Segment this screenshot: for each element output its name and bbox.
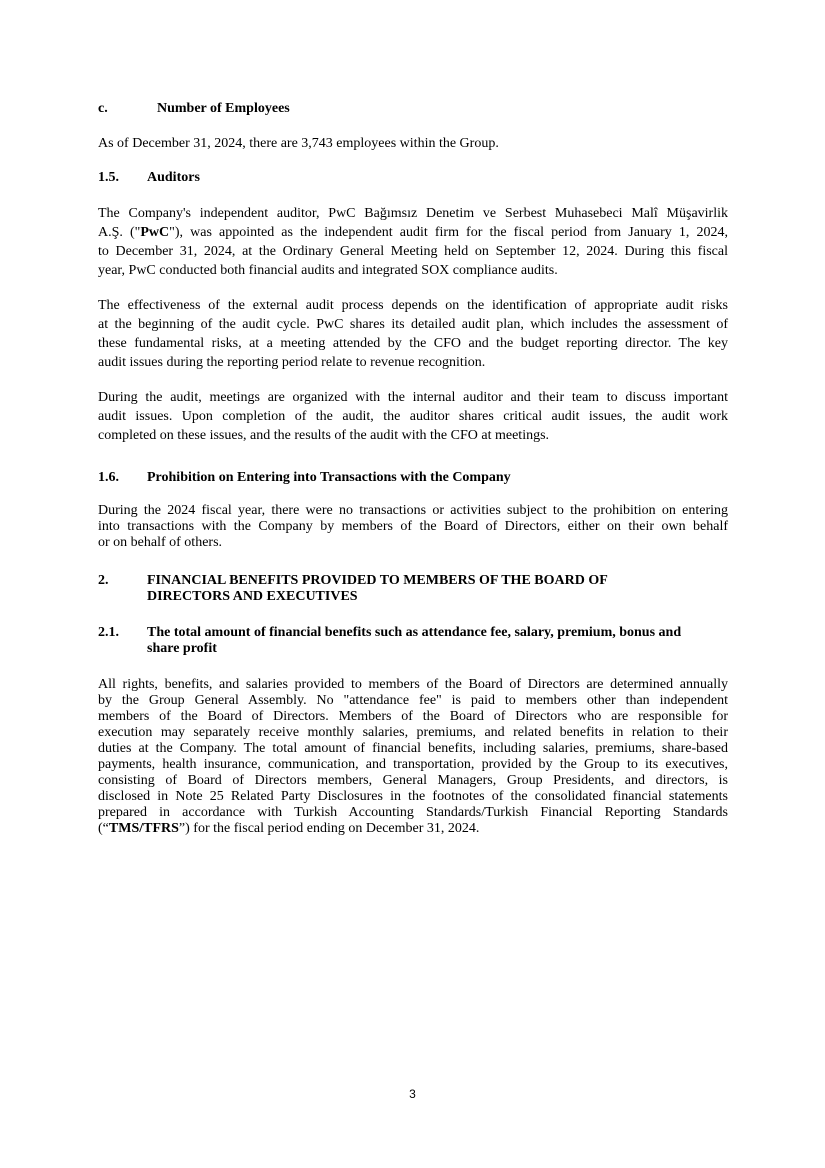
auditors-paragraph-1: The Company's independent auditor, PwC Bağımsız Denetim ve Serbest Muhasebeci Malî Müşavirlik A.Ş. ("PwC"), was appointed as the independent audit firm for the fiscal period from January 1, 2024, to December 31, 2024, at the Ordinary General Meeting held on September 12, 2024. During this fiscal year, PwC conducted both financial audits and integrated SOX compliance audits. bbox=[98, 206, 728, 278]
prohibition-paragraph: During the 2024 fiscal year, there were no transactions or activities subject to the prohibition on entering into transactions with the Company by members of the Board of Directors, either on their own behalf or on behalf of others. bbox=[98, 503, 728, 550]
section-number: 1.5. bbox=[98, 170, 119, 185]
auditors-paragraph-2: The effectiveness of the external audit process depends on the identification of appropriate audit risks at the beginning of the audit cycle. PwC shares its detailed audit plan, which includes the assessment of these fundamental risks, at a meeting attended by the CFO and the budget reporting director. The key audit issues during the reporting period relate to revenue recognition. bbox=[98, 298, 728, 370]
page-number: 3 bbox=[409, 1087, 416, 1101]
section-2-heading bbox=[98, 573, 698, 605]
section-title: Number of Employees bbox=[157, 101, 290, 116]
benefits-paragraph: All rights, benefits, and salaries provided to members of the Board of Directors are determined annually by the Group General Assembly. No "attendance fee" is paid to members other than independent members of the Board of Directors. Members of the Board of Directors who are responsible for execution may separately receive monthly salaries, premiums, and related benefits in relation to their duties at the Company. The total amount of financial benefits, including salaries, premiums, share-based payments, health insurance, communication, and transportation, provided by the Group to its executives, consisting of Board of Directors members, General Managers, Group Presidents, and directors, is disclosed in Note 25 Related Party Disclosures in the footnotes of the consolidated financial statements prepared in accordance with Turkish Accounting Standards/Turkish Financial Reporting Standards (“TMS/TFRS”) for the fiscal period ending on December 31, 2024. bbox=[98, 677, 728, 836]
section-title: Auditors bbox=[147, 170, 200, 185]
tms-tfrs-abbreviation: TMS/TFRS bbox=[108, 821, 179, 836]
section-number: 2.1. bbox=[98, 625, 119, 640]
section-number: 1.6. bbox=[98, 470, 119, 485]
section-number: c. bbox=[98, 101, 108, 116]
section-title: The total amount of financial benefits such as attendance fee, salary, premium, bonus and share profit bbox=[147, 625, 682, 656]
section-2-1-heading bbox=[98, 625, 728, 657]
section-title: FINANCIAL BENEFITS PROVIDED TO MEMBERS OF THE BOARD OF DIRECTORS AND EXECUTIVES bbox=[147, 573, 608, 604]
auditors-paragraph-3: During the audit, meetings are organized with the internal auditor and their team to discuss important audit issues. Upon completion of the audit, the auditor shares critical audit issues, the audit work completed on these issues, and the results of the audit with the CFO at meetings. bbox=[98, 390, 728, 443]
section-title: Prohibition on Entering into Transactions with the Company bbox=[147, 470, 511, 485]
section-number: 2. bbox=[98, 573, 109, 588]
employees-paragraph: As of December 31, 2024, there are 3,743 employees within the Group. bbox=[98, 136, 499, 151]
pwc-abbreviation: PwC bbox=[140, 225, 170, 240]
